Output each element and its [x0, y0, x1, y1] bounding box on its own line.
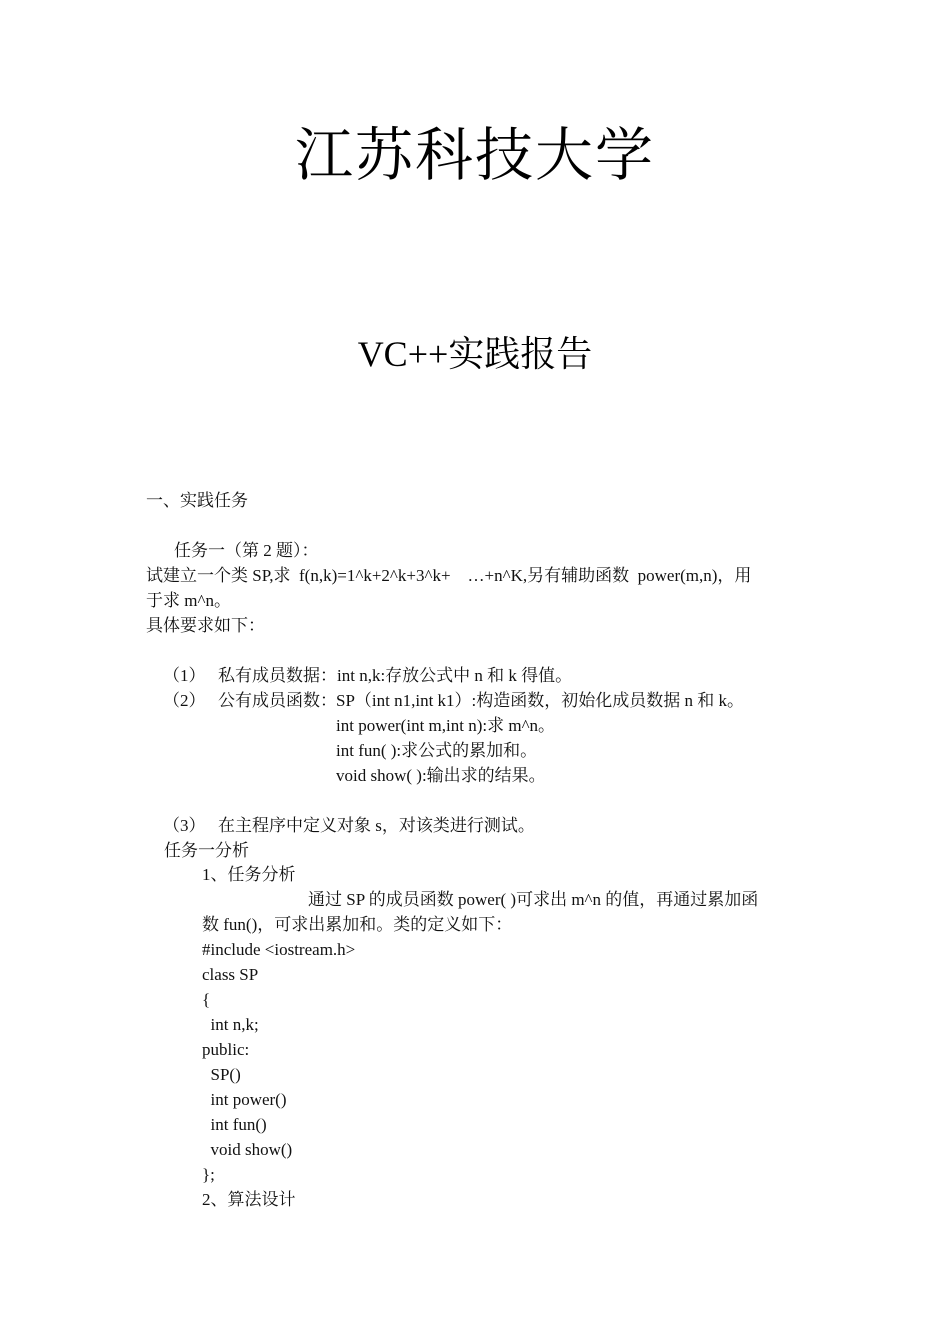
task-analysis-heading: 1、任务分析: [202, 865, 296, 884]
report-title: VC++实践报告: [357, 334, 593, 374]
requirement-1-number: （1）: [163, 666, 206, 685]
requirement-3-number: （3）: [163, 816, 206, 835]
analysis-text-line2: 数 fun()，可求出累加和。类的定义如下：: [202, 915, 513, 934]
function-power: int power(int m,int n):求 m^n。: [336, 716, 556, 735]
task1-title: 任务一（第 2 题）：: [174, 541, 319, 560]
analysis-text-line1: 通过 SP 的成员函数 power( )可求出 m^n 的值，再通过累加函: [308, 890, 759, 909]
requirement-2-text: 公有成员函数：: [218, 691, 337, 710]
function-constructor: SP（int n1,int k1）:构造函数，初始化成员数据 n 和 k。: [336, 691, 745, 710]
code-line: class SP: [202, 965, 259, 984]
university-title: 江苏科技大学: [294, 121, 655, 189]
code-line: {: [202, 990, 211, 1009]
code-line: #include <iostream.h>: [202, 940, 356, 959]
code-line: };: [202, 1165, 215, 1184]
algorithm-design-heading: 2、算法设计: [202, 1190, 296, 1209]
requirement-2: [146, 663, 337, 738]
function-show: void show( ):输出求的结果。: [336, 766, 546, 785]
code-line: int power(): [202, 1090, 287, 1109]
requirement-1-text: 私有成员数据：int n,k:存放公式中 n 和 k 得值。: [218, 666, 573, 685]
code-line: public:: [202, 1040, 250, 1059]
task-description-line1: 试建立一个类 SP,求 f(n,k)=1^k+2^k+3^k+ …+n^K,另有辅助函数 power(m,n)，用: [146, 566, 752, 585]
function-fun: int fun( ):求公式的累加和。: [336, 741, 538, 760]
requirement-2-number: （2）: [163, 691, 206, 710]
section-heading-practice-tasks: 一、实践任务: [146, 491, 248, 510]
analysis-heading: 任务一分析: [164, 841, 249, 860]
requirement-3-text: 在主程序中定义对象 s，对该类进行测试。: [218, 816, 535, 835]
requirements-heading: 具体要求如下：: [146, 616, 265, 635]
code-line: int fun(): [202, 1115, 267, 1134]
code-line: void show(): [202, 1140, 293, 1159]
code-line: SP(): [202, 1065, 241, 1084]
code-line: int n,k;: [202, 1015, 259, 1034]
task-description-line2: 于求 m^n。: [146, 591, 231, 610]
